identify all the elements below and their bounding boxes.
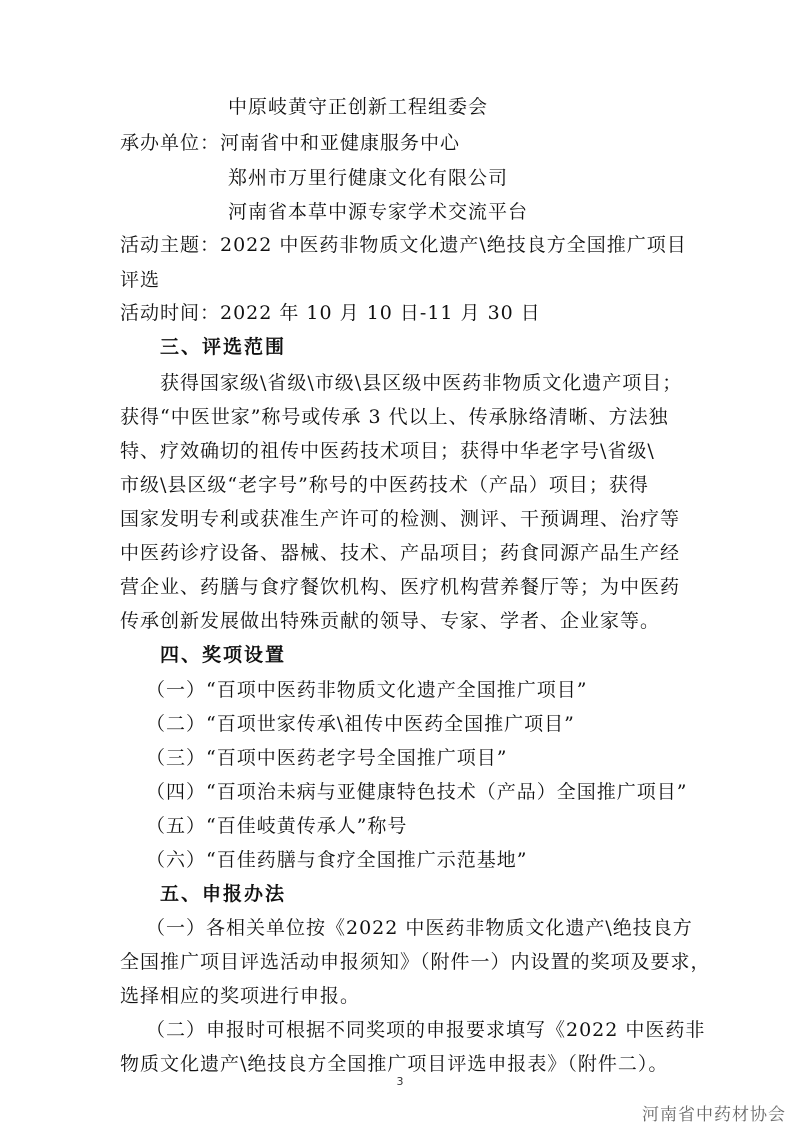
section-heading-awards: 四、奖项设置 bbox=[160, 644, 287, 666]
section-heading-scope: 三、评选范围 bbox=[160, 336, 287, 358]
paragraph-line: 全国推广项目评选活动申报须知》（附件一）内设置的奖项及要求， bbox=[120, 951, 711, 973]
paragraph-line: 物质文化遗产\绝技良方全国推广项目评选申报表》（附件二）。 bbox=[120, 1053, 669, 1075]
paragraph-line: 市级\县区级“老字号”称号的中医药技术（产品）项目；获得 bbox=[120, 474, 649, 496]
activity-time-line: 活动时间：2022 年 10 月 10 日-11 月 30 日 bbox=[120, 302, 541, 324]
paragraph-line: 选择相应的奖项进行申报。 bbox=[120, 985, 361, 1007]
organizer-line: 中原岐黄守正创新工程组委会 bbox=[228, 96, 489, 118]
activity-theme-line: 评选 bbox=[120, 269, 161, 291]
activity-theme-line: 活动主题：2022 中医药非物质文化遗产\绝技良方全国推广项目 bbox=[120, 234, 687, 256]
watermark: 河南省中药材协会 bbox=[642, 1105, 786, 1125]
host-unit-line: 河南省本草中源专家学术交流平台 bbox=[228, 201, 529, 223]
award-item: （四）“百项治未病与亚健康特色技术（产品）全国推广项目” bbox=[146, 781, 688, 803]
award-item: （五）“百佳岐黄传承人”称号 bbox=[146, 815, 408, 837]
paragraph-line: 获得国家级\省级\市级\县区级中医药非物质文化遗产项目； bbox=[160, 372, 683, 394]
host-unit-line: 郑州市万里行健康文化有限公司 bbox=[228, 167, 509, 189]
host-unit-line: 承办单位：河南省中和亚健康服务中心 bbox=[120, 132, 461, 154]
award-item: （一）“百项中医药非物质文化遗产全国推广项目” bbox=[146, 679, 588, 701]
paragraph-line: 传承创新发展做出特殊贡献的领导、专家、学者、企业家等。 bbox=[120, 610, 661, 632]
page-number: 3 bbox=[396, 1075, 404, 1088]
paragraph-line: 获得“中医世家”称号或传承 3 代以上、传承脉络清晰、方法独 bbox=[120, 406, 669, 428]
paragraph-line: （一）各相关单位按《2022 中医药非物质文化遗产\绝技良方 bbox=[146, 917, 693, 939]
award-item: （三）“百项中医药老字号全国推广项目” bbox=[146, 747, 508, 769]
paragraph-line: 特、疗效确切的祖传中医药技术项目；获得中华老字号\省级\ bbox=[120, 440, 655, 462]
award-item: （六）“百佳药膳与食疗全国推广示范基地” bbox=[146, 849, 528, 871]
award-item: （二）“百项世家传承\祖传中医药全国推广项目” bbox=[146, 713, 575, 735]
section-heading-application: 五、申报办法 bbox=[160, 883, 287, 905]
paragraph-line: 国家发明专利或获准生产许可的检测、测评、干预调理、治疗等 bbox=[120, 508, 681, 530]
paragraph-line: （二）申报时可根据不同奖项的申报要求填写《2022 中医药非 bbox=[146, 1019, 706, 1041]
paragraph-line: 中医药诊疗设备、器械、技术、产品项目；药食同源产品生产经 bbox=[120, 542, 681, 564]
paragraph-line: 营企业、药膳与食疗餐饮机构、医疗机构营养餐厅等；为中医药 bbox=[120, 576, 681, 598]
